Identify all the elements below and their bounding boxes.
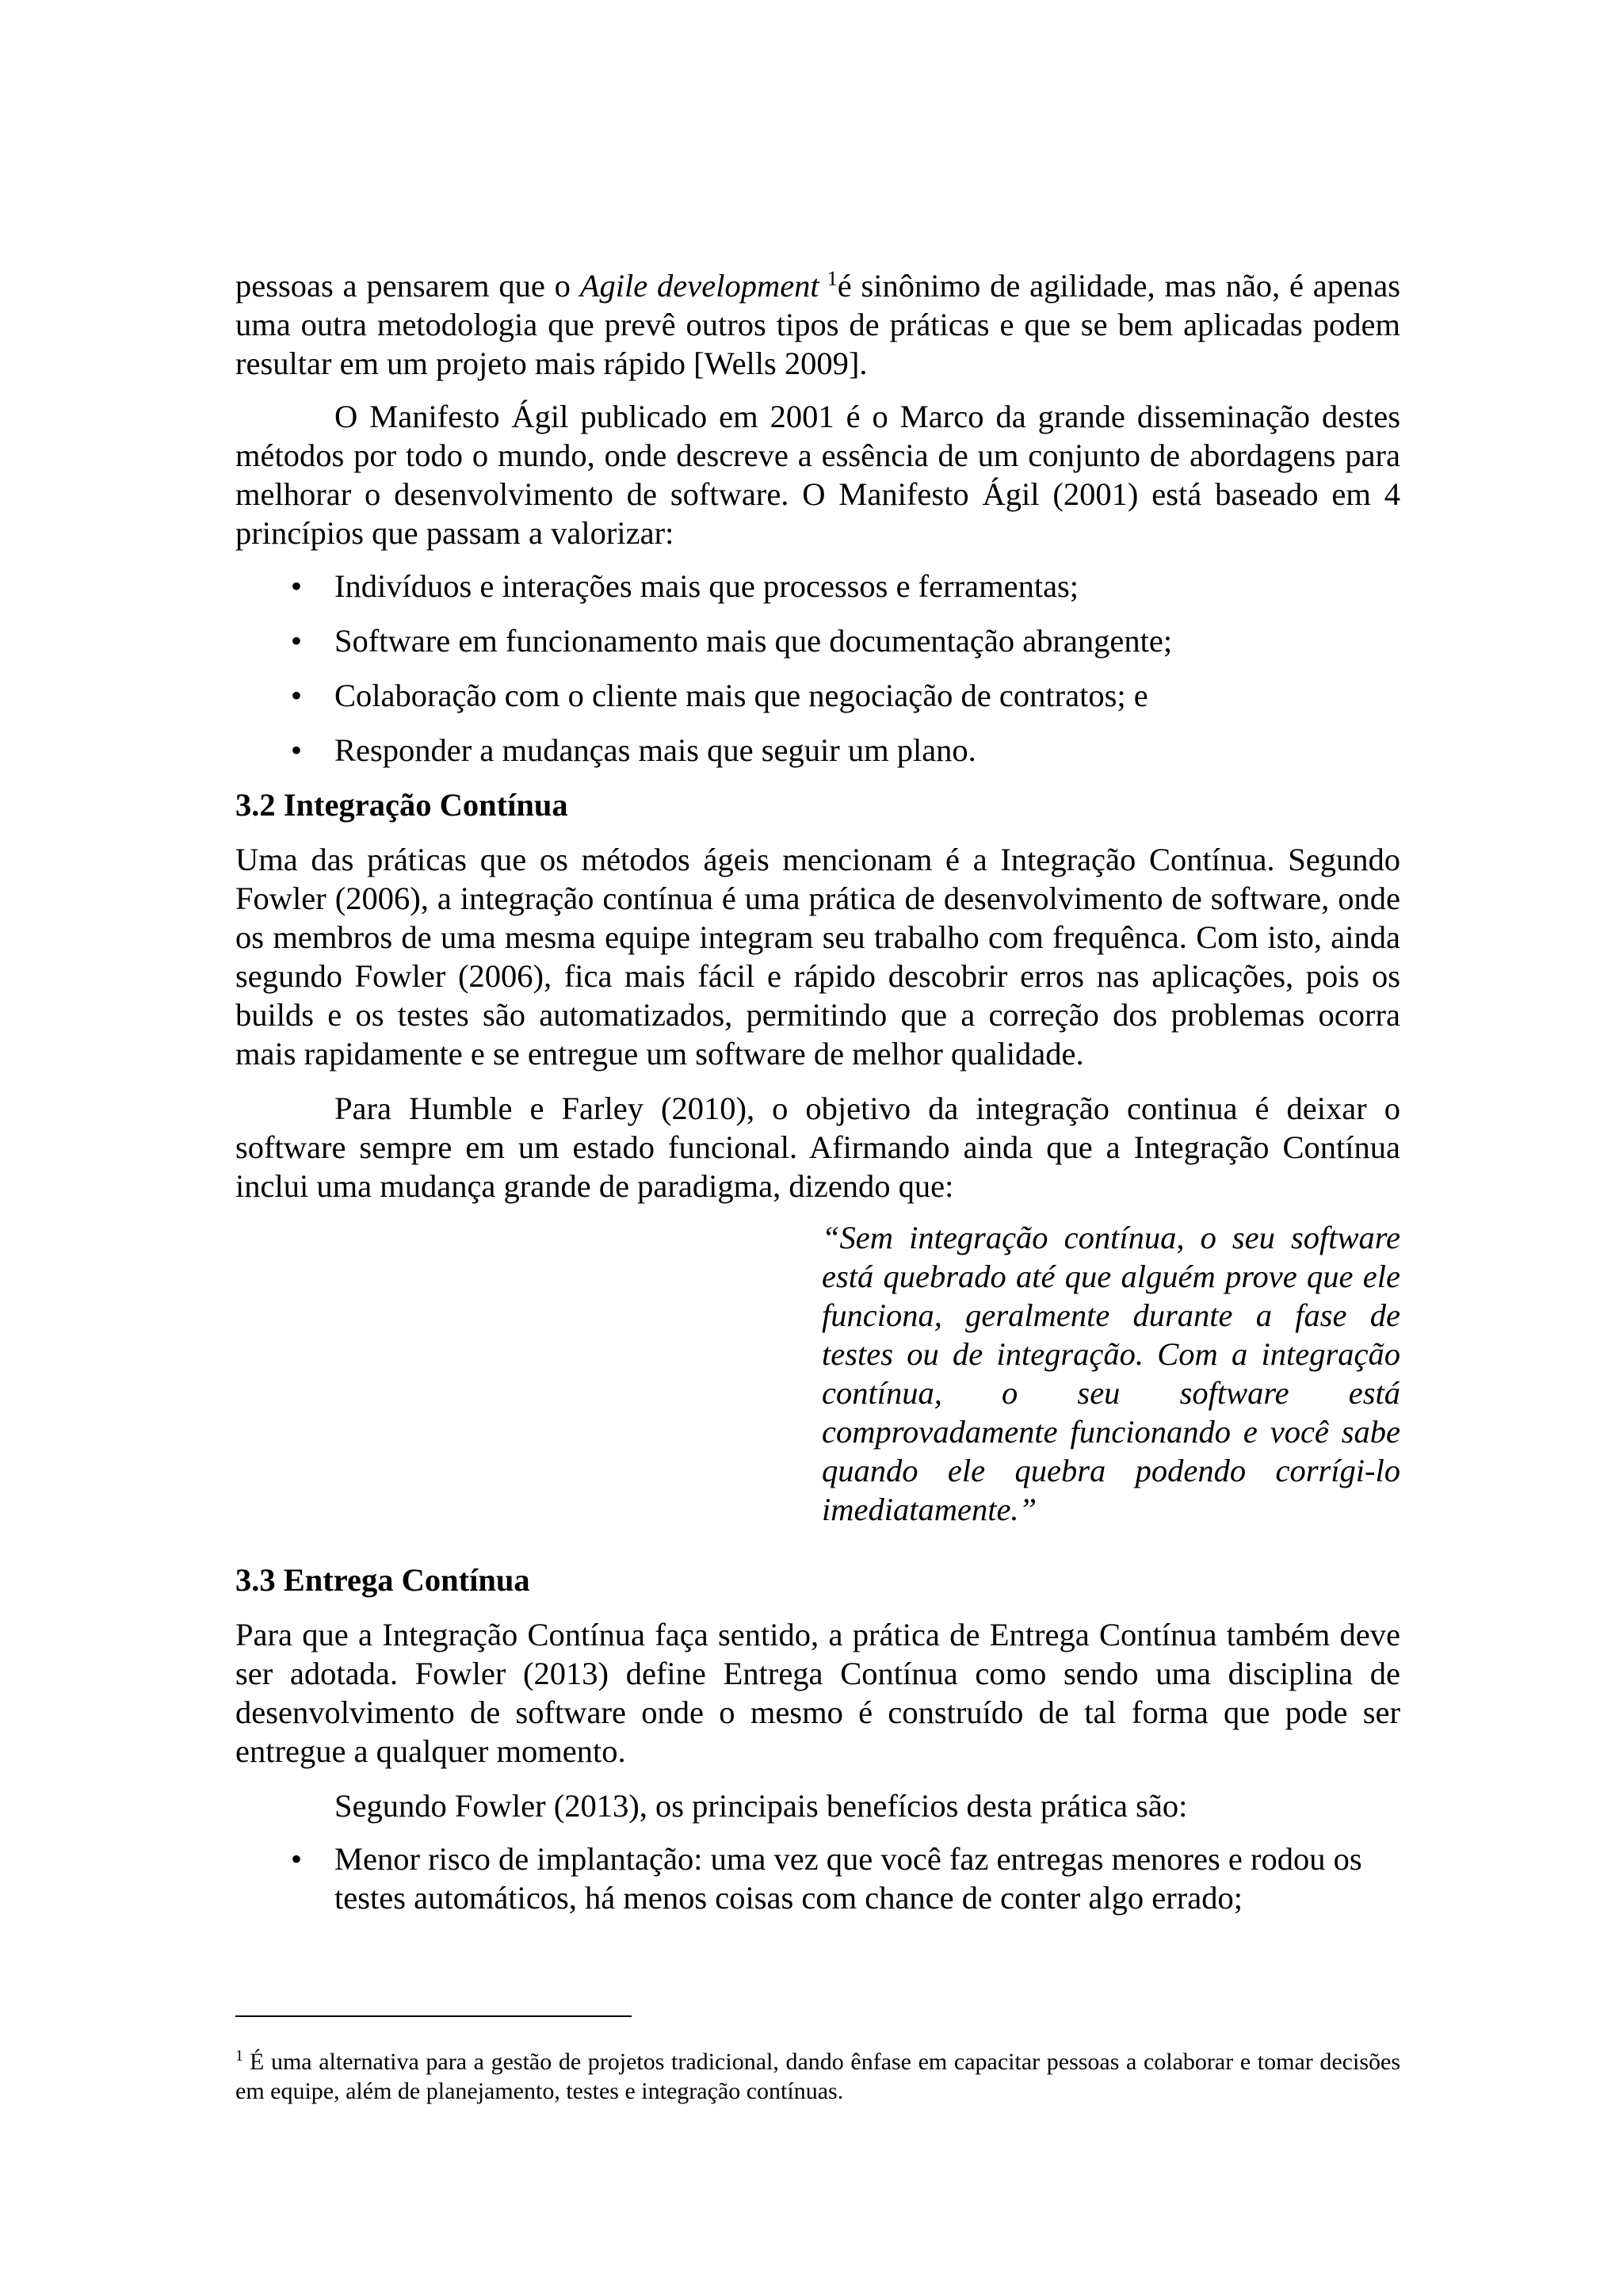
section-heading-entrega-continua: 3.3 Entrega Contínua: [235, 1562, 530, 1598]
principles-list: [235, 567, 1400, 770]
list-item: [235, 676, 1400, 715]
benefits-list: [235, 1839, 1400, 1917]
footnote-reference[interactable]: 1: [827, 266, 838, 290]
bullet-icon: •: [290, 732, 303, 768]
integracao-paragraph-1: Uma das práticas que os métodos ágeis mencionam é a Integração Contínua. Segundo Fowler (2006), a integração contínua é uma prática de desenvolvimento de software, onde os membros de uma mesma equipe integram seu trabalho com frequênca. Com isto, ainda segundo Fowler (2006), fica mais fácil e rápido descobrir erros nas aplicações, pois os builds e os testes são automatizados, permitindo que a correção dos problemas ocorra mais rapidamente e se entregue um software de melhor qualidade.: [235, 842, 1400, 1072]
benefit-text: Menor risco de implantação: uma vez que você faz entregas menores e rodou os testes automáticos, há menos coisas com chance de conter algo errado;: [334, 1841, 1362, 1916]
footnote-text: É uma alternativa para a gestão de projetos tradicional, dando ênfase em capacitar pessoas a colaborar e tomar decisões em equipe, além de planejamento, testes e integração contínuas.: [235, 2049, 1400, 2104]
principle-text: Responder a mudanças mais que seguir um plano.: [334, 732, 976, 768]
block-quote: “Sem integração contínua, o seu software está quebrado até que alguém prove que ele funciona, geralmente durante a fase de testes ou de integração. Com a integração contínua, o seu software está comprovadamente funcionando e você sabe quando ele quebra podendo corrígi-lo imediatamente.”: [822, 1220, 1400, 1527]
section-heading-integracao-continua: 3.2 Integração Contínua: [235, 787, 568, 823]
list-item: [235, 1839, 1400, 1917]
principle-text: Indivíduos e interações mais que processos e ferramentas;: [334, 568, 1079, 604]
bullet-icon: •: [290, 623, 303, 659]
list-item: [235, 731, 1400, 770]
intro-lead: pessoas a pensarem que o: [235, 268, 580, 304]
list-item: [235, 567, 1400, 606]
footnote-divider: [235, 2015, 632, 2017]
bullet-icon: •: [290, 568, 303, 604]
entrega-paragraph-1: Para que a Integração Contínua faça sentido, a prática de Entrega Contínua também deve ser adotada. Fowler (2013) define Entrega Contínua como sendo uma disciplina de desenvolvimento de software onde o mesmo é construído de tal forma que pode ser entregue a qualquer momento.: [235, 1617, 1400, 1769]
footnote-marker: 1: [235, 2047, 243, 2065]
bullet-icon: •: [290, 678, 303, 713]
benefits-intro: Segundo Fowler (2013), os principais benefícios desta prática são:: [334, 1788, 1188, 1824]
integracao-paragraph-2: Para Humble e Farley (2010), o objetivo da integração continua é deixar o software sempre em um estado funcional. Afirmando ainda que a Integração Contínua inclui uma mudança grande de paradigma, dizendo que:: [235, 1091, 1400, 1204]
manifesto-paragraph: O Manifesto Ágil publicado em 2001 é o Marco da grande disseminação destes métodos por todo o mundo, onde descreve a essência de um conjunto de abordagens para melhorar o desenvolvimento de software. O Manifesto Ágil (2001) está baseado em 4 princípios que passam a valorizar:: [235, 399, 1400, 551]
principle-text: Colaboração com o cliente mais que negociação de contratos; e: [334, 678, 1148, 713]
agile-development-term: Agile development: [579, 268, 819, 304]
principle-text: Software em funcionamento mais que documentação abrangente;: [334, 623, 1173, 659]
bullet-icon: •: [290, 1841, 303, 1877]
document-body: [235, 266, 1400, 1933]
intro-tail-text: é sinônimo de agilidade, mas não, é apenas uma outra metodologia que prevê outros tipos de práticas e que se bem aplicadas podem resultar em um projeto mais rápido [Wells 2009].: [235, 268, 1400, 381]
intro-paragraph: [235, 266, 1400, 383]
footnote: [235, 2047, 1400, 2106]
list-item: [235, 621, 1400, 660]
